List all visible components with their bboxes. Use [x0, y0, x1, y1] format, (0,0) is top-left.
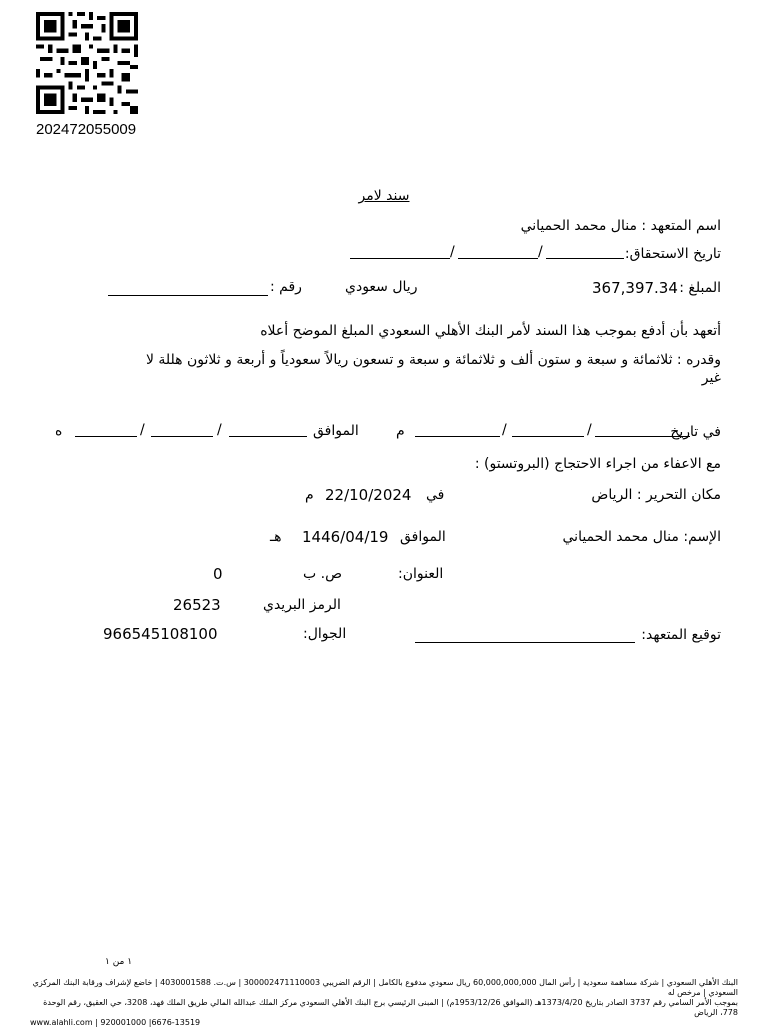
- issue-date-gregorian: 22/10/2024: [325, 486, 412, 504]
- document-title: سند لامر: [358, 188, 410, 204]
- footer-line-1: البنك الأهلي السعودي | شركة مساهمة سعودية | رأس المال 60,000,000,000 ريال سعودي مدفوع بالكامل | الرقم الضريبي 300002471110003 | س.ت. 4030001588 | خاضع لإشراف ورقابة البنك المركزي السعودي | مرخص له: [32, 978, 738, 997]
- address-label: العنوان:: [398, 566, 444, 582]
- postal-code-label: الرمز البريدي: [263, 597, 341, 613]
- due-date-label: تاريخ الاستحقاق:: [624, 246, 721, 262]
- footer: [30, 978, 738, 1028]
- place-of-issue: مكان التحرير : الرياض: [591, 487, 721, 503]
- issue-hijri-marker: هـ: [270, 529, 282, 545]
- number-blank: [108, 283, 268, 296]
- on-date-label: في تاريخ: [670, 424, 721, 440]
- currency-label: ريال سعودي: [345, 279, 418, 295]
- amount-in-words-cont: غير: [701, 370, 721, 386]
- page-indicator: ١ من ١: [105, 957, 133, 967]
- debtor-name: اسم المتعهد : منال محمد الحمياني: [520, 218, 721, 234]
- on-label: في: [426, 487, 445, 503]
- gregorian-marker: م: [396, 423, 405, 439]
- po-box-value: 0: [213, 565, 223, 583]
- corresponding-label-2: الموافق: [400, 529, 446, 545]
- issue-gregorian-marker: م: [305, 487, 314, 503]
- postal-code-value: 26523: [173, 596, 221, 614]
- pledge-text: أتعهد بأن أدفع بموجب هذا السند لأمر البنك الأهلي السعودي المبلغ الموضح أعلاه: [260, 323, 721, 339]
- footer-line-2: بموجب الأمر السامي رقم 3737 الصادر بتاريخ 1373/4/20هـ (الموافق 1953/12/26م) | المبنى الرئيسي برج البنك الأهلي السعودي مركز الملك عبدالله المالي طريق الملك فهد، 3208، حي العقيق، رقم الوحدة 778، الرياض: [43, 998, 738, 1017]
- mobile-value: 966545108100: [103, 625, 218, 643]
- amount-label: المبلغ :: [679, 280, 721, 296]
- corresponding-label: الموافق: [313, 423, 359, 439]
- amount-in-words: وقدره : ثلاثمائة و سبعة و ستون ألف و ثلاثمائة و سبعة و تسعون ريالاً سعودياً و أربعة و ثلاثون هللة لا: [145, 352, 721, 368]
- hijri-date-blank: / /: [75, 422, 307, 438]
- protest-waiver: مع الاعفاء من اجراء الاحتجاج (البروتستو) :: [474, 456, 721, 472]
- mobile-label: الجوال:: [303, 626, 347, 642]
- footer-line-3: www.alahli.com | 920001000 |6676-13519: [30, 1018, 201, 1027]
- issue-date-hijri: 1446/04/19: [302, 528, 389, 546]
- number-label: رقم :: [270, 279, 302, 295]
- po-box-label: ص. ب: [303, 566, 343, 582]
- amount-value: 367,397.34: [592, 279, 678, 297]
- gregorian-date-blank: / /: [415, 422, 688, 438]
- qr-code: [34, 12, 140, 114]
- hijri-marker: ه: [55, 423, 63, 439]
- reference-number: 202472055009: [36, 121, 137, 138]
- signature-label: توقيع المتعهد:: [641, 627, 721, 643]
- signer-name: الإسم: منال محمد الحمياني: [562, 529, 721, 545]
- signature-line: [415, 630, 635, 643]
- due-date-blank: / /: [350, 244, 625, 260]
